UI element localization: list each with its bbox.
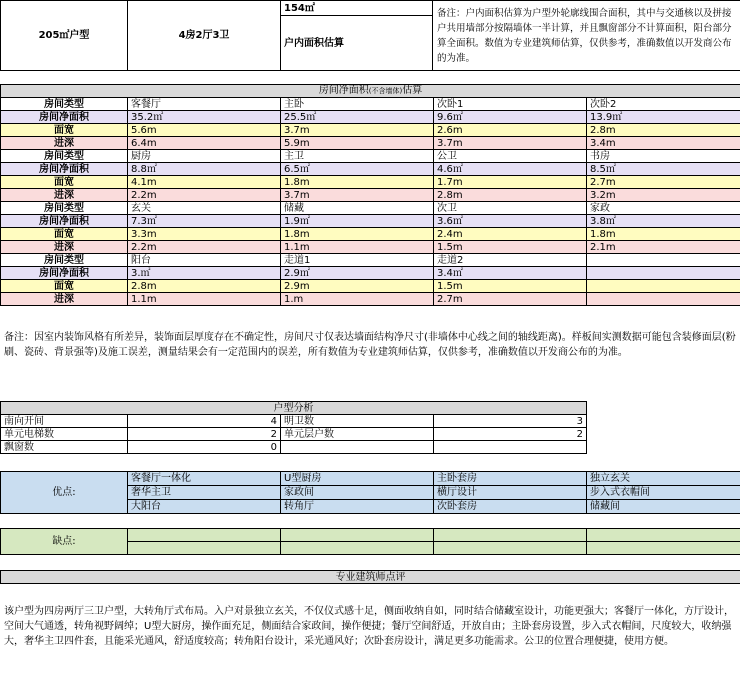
room-depth-value: 5.9m bbox=[281, 137, 434, 150]
advantage-item: 储藏间 bbox=[587, 500, 740, 514]
disadvantage-cell bbox=[434, 529, 587, 542]
room-area-value: 1.9㎡ bbox=[281, 215, 434, 228]
room-depth-row bbox=[1, 241, 740, 254]
disadvantage-cell bbox=[434, 542, 587, 555]
row-label: 房间类型 bbox=[1, 150, 128, 163]
unit-size: 205㎡户型 bbox=[1, 1, 128, 71]
room-width-value bbox=[587, 280, 740, 293]
analysis-value: 2 bbox=[128, 428, 281, 441]
advantage-item: 次卧套房 bbox=[434, 500, 587, 514]
analysis-label: 南向开间 bbox=[1, 415, 128, 428]
row-label: 面宽 bbox=[1, 280, 128, 293]
disadvantages-table bbox=[0, 528, 740, 555]
room-width-value: 2.8m bbox=[128, 280, 281, 293]
analysis-value: 3 bbox=[434, 415, 587, 428]
room-area-value: 3.4㎡ bbox=[434, 267, 587, 280]
room-name: 次卧1 bbox=[434, 98, 587, 111]
room-area-value: 8.5㎡ bbox=[587, 163, 740, 176]
room-area-row bbox=[1, 215, 740, 228]
room-depth-value: 1.1m bbox=[281, 241, 434, 254]
disadvantages-label: 缺点: bbox=[1, 529, 128, 555]
room-name: 家政 bbox=[587, 202, 740, 215]
room-name: 书房 bbox=[587, 150, 740, 163]
unit-area: 154㎡ bbox=[281, 1, 433, 16]
room-name: 次卧2 bbox=[587, 98, 740, 111]
room-width-row bbox=[1, 124, 740, 137]
analysis-value: 4 bbox=[128, 415, 281, 428]
row-label: 房间净面积 bbox=[1, 111, 128, 124]
summary-table bbox=[0, 0, 740, 71]
advantages-rows bbox=[1, 472, 740, 514]
room-width-value: 1.8m bbox=[281, 176, 434, 189]
advantage-row bbox=[1, 472, 740, 486]
room-name bbox=[587, 254, 740, 267]
analysis-row bbox=[1, 428, 587, 441]
analysis-label: 飘窗数 bbox=[1, 441, 128, 454]
room-depth-value: 3.4m bbox=[587, 137, 740, 150]
advantage-item: 家政间 bbox=[281, 486, 434, 500]
area-note: 备注：户内面积估算为户型外轮廓线围合面积，其中与交通核以及拼接户共用墙部分按隔墙体一半计算，并且飘窗部分不计算面积，阳台部分算全面积。数值为专业建筑师估算，仅供参考，准确数值以开发商公布的为准。 bbox=[433, 1, 740, 71]
room-depth-row bbox=[1, 137, 740, 150]
advantage-item: 大阳台 bbox=[128, 500, 281, 514]
room-name: 客餐厅 bbox=[128, 98, 281, 111]
advantage-item: 客餐厅一体化 bbox=[128, 472, 281, 486]
advantage-item: 横厅设计 bbox=[434, 486, 587, 500]
room-width-row bbox=[1, 280, 740, 293]
disadvantage-cell bbox=[128, 529, 281, 542]
room-width-value: 2.7m bbox=[587, 176, 740, 189]
room-area-value: 25.5㎡ bbox=[281, 111, 434, 124]
row-label: 房间类型 bbox=[1, 254, 128, 267]
row-label: 房间净面积 bbox=[1, 267, 128, 280]
room-depth-value: 2.2m bbox=[128, 241, 281, 254]
room-depth-value: 2.1m bbox=[587, 241, 740, 254]
room-type-row bbox=[1, 98, 740, 111]
room-area-value: 3.8㎡ bbox=[587, 215, 740, 228]
unit-area-label: 户内面积估算 bbox=[281, 16, 433, 71]
room-width-value: 1.5m bbox=[434, 280, 587, 293]
analysis-row bbox=[1, 441, 587, 454]
room-width-value: 2.4m bbox=[434, 228, 587, 241]
room-depth-value: 3.7m bbox=[281, 189, 434, 202]
room-depth-row bbox=[1, 189, 740, 202]
room-note: 备注：因室内装饰风格有所差异，装饰面层厚度存在不确定性，房间尺寸仅表达墙面结构净尺寸(非墙体中心线之间的轴线距离)。样板间实测数据可能包含装修面层(粉刷、瓷砖、背景强等)及施工误差，测量结果会有一定范围内的误差，所有数值为专业建筑师估算，仅供参考，准确数值以开发商公布的为准。 bbox=[4, 332, 736, 358]
room-type-row bbox=[1, 254, 740, 267]
analysis-label: 单元电梯数 bbox=[1, 428, 128, 441]
row-label: 房间净面积 bbox=[1, 163, 128, 176]
advantage-item: 奢华主卫 bbox=[128, 486, 281, 500]
room-name: 走道2 bbox=[434, 254, 587, 267]
room-depth-row bbox=[1, 293, 740, 306]
room-name: 厨房 bbox=[128, 150, 281, 163]
analysis-title: 户型分析 bbox=[1, 402, 587, 415]
row-label: 面宽 bbox=[1, 124, 128, 137]
room-width-value: 5.6m bbox=[128, 124, 281, 137]
room-area-table bbox=[0, 84, 740, 306]
disadvantage-cell bbox=[281, 529, 434, 542]
analysis-label: 单元层户数 bbox=[281, 428, 434, 441]
room-area-value: 35.2㎡ bbox=[128, 111, 281, 124]
review-title: 专业建筑师点评 bbox=[1, 571, 740, 584]
room-width-value: 1.7m bbox=[434, 176, 587, 189]
room-depth-value: 1.1m bbox=[128, 293, 281, 306]
row-label: 房间类型 bbox=[1, 98, 128, 111]
advantages-table bbox=[0, 471, 740, 514]
row-label: 进深 bbox=[1, 137, 128, 150]
room-area-title-suffix: 估算 bbox=[402, 85, 423, 96]
disadvantage-cell bbox=[128, 542, 281, 555]
advantage-item: 主卧套房 bbox=[434, 472, 587, 486]
unit-layout: 4房2厅3卫 bbox=[128, 1, 281, 71]
room-depth-value: 1.5m bbox=[434, 241, 587, 254]
advantage-item: U型厨房 bbox=[281, 472, 434, 486]
room-width-value: 1.8m bbox=[281, 228, 434, 241]
room-name: 主卫 bbox=[281, 150, 434, 163]
room-name: 储藏 bbox=[281, 202, 434, 215]
room-area-value: 3.㎡ bbox=[128, 267, 281, 280]
room-width-value: 2.6m bbox=[434, 124, 587, 137]
analysis-row bbox=[1, 415, 587, 428]
row-label: 进深 bbox=[1, 293, 128, 306]
room-area-row bbox=[1, 267, 740, 280]
room-width-value: 4.1m bbox=[128, 176, 281, 189]
row-label: 房间净面积 bbox=[1, 215, 128, 228]
room-width-value: 2.8m bbox=[587, 124, 740, 137]
room-area-value: 4.6㎡ bbox=[434, 163, 587, 176]
room-depth-value bbox=[587, 293, 740, 306]
room-area-value: 9.6㎡ bbox=[434, 111, 587, 124]
analysis-label bbox=[281, 441, 434, 454]
row-label: 房间类型 bbox=[1, 202, 128, 215]
room-width-value: 1.8m bbox=[587, 228, 740, 241]
analysis-table bbox=[0, 401, 587, 454]
room-depth-value: 2.2m bbox=[128, 189, 281, 202]
room-depth-value: 6.4m bbox=[128, 137, 281, 150]
advantage-item: 步入式衣帽间 bbox=[587, 486, 740, 500]
room-area-value: 7.3㎡ bbox=[128, 215, 281, 228]
room-name: 公卫 bbox=[434, 150, 587, 163]
room-area-value: 6.5㎡ bbox=[281, 163, 434, 176]
row-label: 面宽 bbox=[1, 228, 128, 241]
room-depth-value: 3.2m bbox=[587, 189, 740, 202]
room-area-title-note: (不含墙体) bbox=[368, 87, 403, 95]
room-depth-value: 2.8m bbox=[434, 189, 587, 202]
room-area-row bbox=[1, 163, 740, 176]
row-label: 面宽 bbox=[1, 176, 128, 189]
disadvantage-cell bbox=[587, 529, 740, 542]
room-depth-value: 1.m bbox=[281, 293, 434, 306]
analysis-value: 0 bbox=[128, 441, 281, 454]
room-width-value: 2.9m bbox=[281, 280, 434, 293]
disadvantage-cell bbox=[281, 542, 434, 555]
room-depth-value: 3.7m bbox=[434, 137, 587, 150]
advantage-item: 转角厅 bbox=[281, 500, 434, 514]
room-width-row bbox=[1, 228, 740, 241]
advantages-label: 优点: bbox=[1, 472, 128, 514]
analysis-value: 2 bbox=[434, 428, 587, 441]
row-label: 进深 bbox=[1, 241, 128, 254]
room-width-row bbox=[1, 176, 740, 189]
room-width-value: 3.7m bbox=[281, 124, 434, 137]
analysis-value bbox=[434, 441, 587, 454]
room-area-value: 3.6㎡ bbox=[434, 215, 587, 228]
room-type-row bbox=[1, 202, 740, 215]
room-name: 走道1 bbox=[281, 254, 434, 267]
room-name: 阳台 bbox=[128, 254, 281, 267]
room-area-value: 8.8㎡ bbox=[128, 163, 281, 176]
room-groups bbox=[1, 98, 740, 306]
review-text: 该户型为四房两厅三卫户型，大转角厅式布局。入户对景独立玄关，不仅仪式感十足，侧面收纳自如，同时结合储藏室设计，功能更强大；客餐厅一体化，方厅设计，空间大气通透，转角视野阔绰；U型大厨房，操作面充足，侧面结合家政间，操作便捷；餐厅空间舒适，开放自由；主卧套房设置，步入式衣帽间，尺度较大，收纳强大，奢华主卫四件套，且能采光通风，舒适度较高；转角阳台设计，采光通风好；次卧套房设计，满足更多功能需求。公卫的位置合理便捷，使用方便。 bbox=[4, 606, 734, 647]
room-area-row bbox=[1, 111, 740, 124]
room-width-value: 3.3m bbox=[128, 228, 281, 241]
room-name: 主卧 bbox=[281, 98, 434, 111]
review-table bbox=[0, 570, 740, 584]
advantage-item: 独立玄关 bbox=[587, 472, 740, 486]
room-area-title-main: 房间净面积 bbox=[318, 85, 369, 96]
room-area-title bbox=[1, 85, 740, 98]
room-depth-value: 2.7m bbox=[434, 293, 587, 306]
room-type-row bbox=[1, 150, 740, 163]
disadvantage-cell bbox=[587, 542, 740, 555]
analysis-rows bbox=[1, 415, 587, 454]
room-name: 次卫 bbox=[434, 202, 587, 215]
room-area-value: 2.9㎡ bbox=[281, 267, 434, 280]
room-name: 玄关 bbox=[128, 202, 281, 215]
room-area-value: 13.9㎡ bbox=[587, 111, 740, 124]
row-label: 进深 bbox=[1, 189, 128, 202]
analysis-label: 明卫数 bbox=[281, 415, 434, 428]
room-area-value bbox=[587, 267, 740, 280]
